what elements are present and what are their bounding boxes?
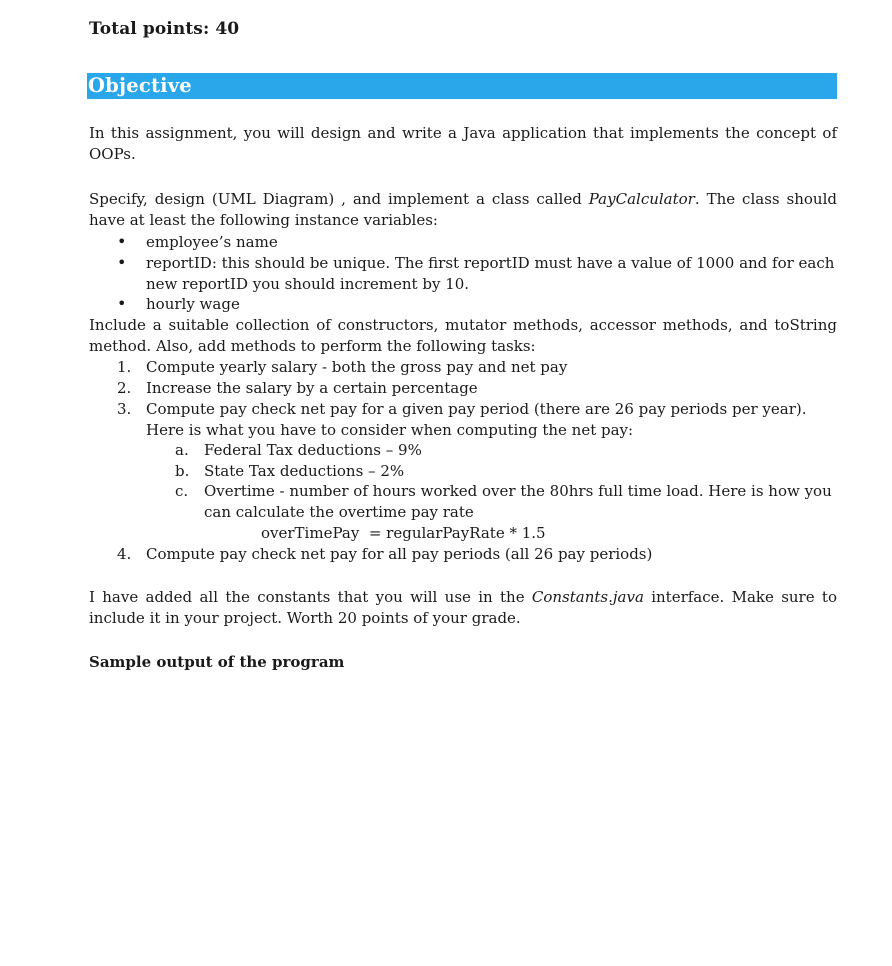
intro-paragraph: In this assignment, you will design and write a Java application that implements the concept of OOPs. [89, 124, 837, 163]
methods-paragraph: Include a suitable collection of constructors, mutator methods, accessor methods, and toString method. Also, add methods to perform the following tasks: [89, 316, 837, 355]
subtask-item: State Tax deductions – 2% [204, 462, 405, 480]
subtask-item: Federal Tax deductions – 9% [204, 441, 422, 459]
constants-text-after: interface. Make sure to include it in your project. Worth 20 points of your grade. [89, 588, 837, 627]
sample-output-heading: Sample output of the program [89, 653, 345, 671]
subtask-letter: a. [175, 441, 189, 459]
bullet-icon: • [117, 294, 127, 313]
bullet-icon: • [117, 253, 127, 272]
bullet-icon: • [117, 232, 127, 251]
subtask-item: Overtime - number of hours worked over the 80hrs full time load. Here is how you can calculate the overtime pay rate [204, 482, 832, 521]
list-item: employee’s name [146, 233, 278, 251]
constants-paragraph [89, 587, 837, 629]
spec-text-after: . The class should have at least the following instance variables: [89, 190, 837, 229]
subtask-letter: b. [175, 462, 190, 480]
task-number: 2. [117, 379, 132, 397]
task-number: 4. [117, 545, 132, 563]
spec-paragraph [89, 189, 837, 231]
task-item: Increase the salary by a certain percentage [146, 379, 478, 397]
constants-file-name: Constants.java [531, 588, 644, 606]
total-points: Total points: 40 [89, 19, 240, 39]
objective-heading: Objective [88, 74, 192, 97]
objective-heading-banner [87, 73, 837, 99]
overtime-formula: overTimePay = regularPayRate * 1.5 [261, 524, 546, 542]
task-item: Compute pay check net pay for a given pay period (there are 26 pay periods per year). Here is what you have to consider when computing the net pay: [146, 400, 807, 439]
spec-text-before: Specify, design (UML Diagram) , and implement a class called [89, 190, 589, 208]
task-item: Compute pay check net pay for all pay periods (all 26 pay periods) [146, 545, 653, 563]
class-name: PayCalculator [588, 190, 695, 208]
subtask-letter: c. [175, 482, 189, 500]
task-number: 3. [117, 400, 132, 418]
list-item: reportID: this should be unique. The first reportID must have a value of 1000 and for each new reportID you should increment by 10. [146, 254, 835, 293]
constants-text-before: I have added all the constants that you will use in the [89, 588, 532, 606]
list-item: hourly wage [146, 295, 240, 313]
task-number: 1. [117, 358, 132, 376]
task-item: Compute yearly salary - both the gross pay and net pay [146, 358, 568, 376]
